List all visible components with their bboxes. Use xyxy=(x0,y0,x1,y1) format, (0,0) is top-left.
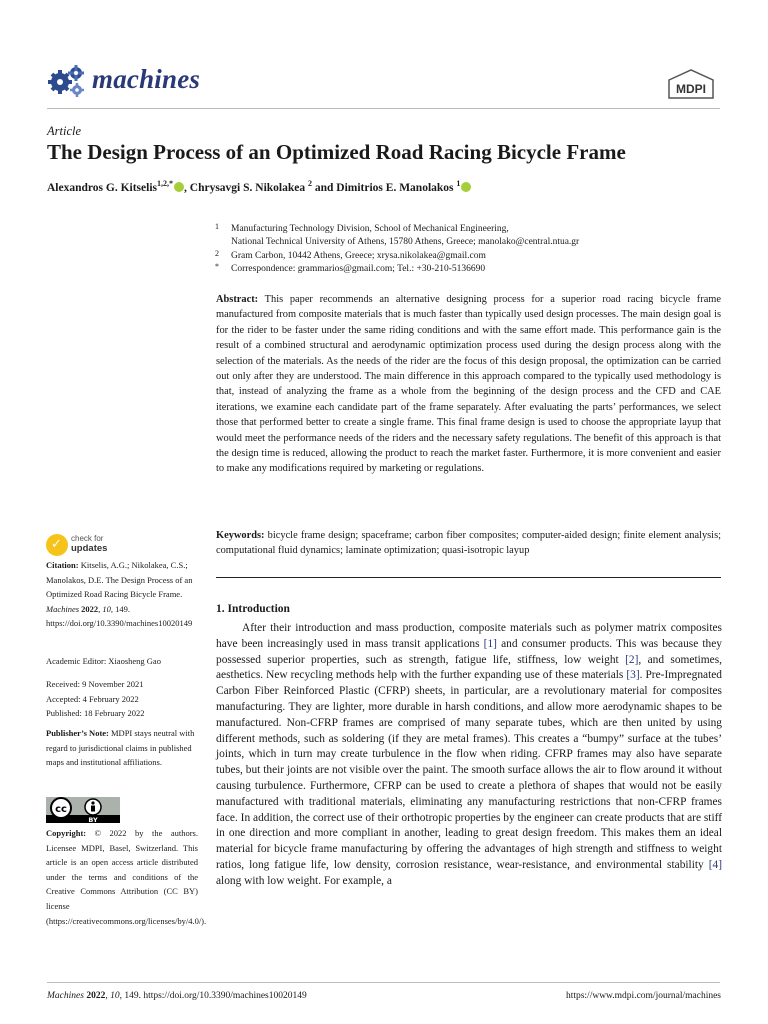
cc-by-license-badge[interactable] xyxy=(46,797,120,823)
svg-text:cc: cc xyxy=(55,804,67,815)
check-for-updates-button[interactable] xyxy=(46,534,136,558)
keywords-text: bicycle frame design; spaceframe; carbon fiber composites; computer-aided design; finite element analysis; computational fluid dynamics; laminate optimization; quasi-isotropic layup xyxy=(216,530,721,557)
article-type: Article xyxy=(47,124,82,138)
orcid-icon[interactable] xyxy=(461,182,471,192)
checkmark-icon: ✓ xyxy=(51,537,62,552)
accepted-date: Accepted: 4 February 2022 xyxy=(46,693,139,704)
footer-volume: , 10 xyxy=(105,991,120,1001)
author-list xyxy=(47,179,471,194)
abstract-label: Abstract: xyxy=(216,294,259,305)
footer-year: 2022 xyxy=(83,991,106,1001)
abstract-text: This paper recommends an alternative designing process for a superior road racing bicycle frame manufactured from composite materials that is much faster than typically used design processes. The main design goal is for the rider to be faster under the same riding conditions and with the same effort made. This performance gain is the result of a combined structural and aerodynamic optimization process used during the design process along with the selection of the materials. As the needs of the rider are the focus of this design proposal, the optimization can be carried out only after they are understood. The main difference in this approach compared to the typically used methodology is that, instead of analyzing the frame as a whole from the beginning of the design process and the CFD and CAE iterations, we examine each candidate part of the frame separately. After evaluating the parts’ performances, we select those that performed better to create a single frame. This final frame design is used to choose the appropriate layup that would meet the performance needs of the riders and the necessary safety regulations. The benefit of this approach is that the design time is reduced, allowing the product to reach the market faster. Furthermore, it is more convenient and easier to make any modifications required by marketing or regulations. xyxy=(216,294,721,475)
copyright-label: Copyright: xyxy=(46,828,87,838)
abstract xyxy=(216,292,721,477)
author-superscript: 2 xyxy=(307,179,312,188)
cc-by-label: BY xyxy=(88,816,98,823)
header-divider xyxy=(47,108,720,109)
citation-link[interactable]: [1] xyxy=(483,637,497,650)
author-separator: , xyxy=(184,181,190,194)
affiliation-line: National Technical University of Athens, 15780 Athens, Greece; manolako@central.ntua.gr xyxy=(231,237,580,247)
publisher-note xyxy=(46,726,198,770)
citation-link[interactable]: [3] xyxy=(626,669,640,682)
citation-text: Kitselis, A.G.; Nikolakea, C.S.; Manolakos, D.E. The Design Process of an Optimized Road Racing Bicycle Frame. xyxy=(46,560,193,600)
publisher-note-label: Publisher’s Note: xyxy=(46,728,109,738)
body-text: along with low weight. For example, a xyxy=(216,874,392,887)
article-title: The Design Process of an Optimized Road Racing Bicycle Frame xyxy=(47,140,626,164)
intro-paragraph xyxy=(216,621,722,890)
copyright-text: © 2022 by the authors. Licensee MDPI, Basel, Switzerland. This article is an open access article distributed under the terms and conditions of the Creative Commons Attribution (CC BY) license (https://creativecommons.org/licenses/by/4.0/). xyxy=(46,828,207,926)
check-updates-line2: updates xyxy=(71,543,108,554)
author-superscript: 1 xyxy=(456,179,461,188)
author-name: Dimitrios E. Manolakos xyxy=(336,181,454,194)
affiliation-number: * xyxy=(215,262,219,271)
received-date: Received: 9 November 2021 xyxy=(46,679,144,689)
author-name: Chrysavgi S. Nikolakea xyxy=(189,181,306,194)
body-text: and consumer products. This was because they possessed superior properties, such as strength, fatigue life, stiffness, low weight xyxy=(216,637,722,666)
citation-link[interactable]: [2] xyxy=(625,653,639,666)
check-updates-line1: check for xyxy=(71,534,104,543)
citation-doi[interactable]: , 149. https://doi.org/10.3390/machines10020149 xyxy=(46,603,193,629)
publisher-note-text: MDPI stays neutral with regard to jurisdictional claims in published maps and institutional affiliations. xyxy=(46,728,195,768)
author-superscript: 1,2,* xyxy=(157,179,174,188)
affiliation-line: Manufacturing Technology Division, School of Mechanical Engineering, xyxy=(231,224,509,234)
body-text: . Pre-Impregnated Carbon Fiber Reinforced Plastic (CFRP) sheets, in particular, are a revolutionary material for composites manufacturing. They are lighter, more durable in harsh conditions, and allow more aerodynamic shapes to be manufactured. Non-CFRP frames are comprised of many separate tubes, which are then united by using different methods, such as soldering (if they are metal frames). This creates a “bumpy” surface at the tubes’ joints, which in turn may create turbulence in the flow when riding. CFRP frames may also have separate tubes, but their joints are not visible over the paint. The smooth surface allows the air to flow around it without causing turbulence. Furthermore, CFRP can be used to create a plethora of shapes that would not be easily manufactured with traditional materials, eliminating any manufacturing restrictions that non-CFRP frames face. In addition, the correct use of their orthotropic properties by the engineer can create products that are stiff in one direction and more compliant in another, leading to great design freedom. This makes them an ideal material for bicycle frame manufacturing by offering the advantages of high strength and stiffness to weight ratios, long fatigue life, low density, corrosion resistance, wear-resistance, and environmental stability xyxy=(216,669,723,871)
affiliation-line: Gram Carbon, 10442 Athens, Greece; xrysa.nikolakea@gmail.com xyxy=(231,251,486,261)
section-divider xyxy=(216,577,721,578)
citation-label: Citation: xyxy=(46,560,79,570)
footer-citation xyxy=(47,991,307,1001)
journal-name: machines xyxy=(92,64,201,94)
body-text: After their introduction and mass production, composite materials such as polymer matrix composites have been increasingly used in mass transit applications xyxy=(216,622,722,650)
mdpi-logo xyxy=(665,68,717,102)
citation-year: 2022 xyxy=(79,603,99,614)
published-date: Published: 18 February 2022 xyxy=(46,708,145,719)
mdpi-logo-text: MDPI xyxy=(676,82,706,96)
copyright-notice xyxy=(46,826,207,928)
footer-doi[interactable]: , 149. https://doi.org/10.3390/machines10020149 xyxy=(119,991,307,1001)
machines-gear-logo xyxy=(47,60,87,100)
affiliation-number: 1 xyxy=(215,222,219,231)
keywords-label: Keywords: xyxy=(216,530,265,541)
footer-journal: Machines xyxy=(47,991,84,1001)
section-heading: 1. Introduction xyxy=(216,603,290,615)
body-text: , and sometimes, aesthetics. New recycling methods help with the further expanding use of these materials xyxy=(216,653,722,682)
author-separator: and xyxy=(311,181,337,194)
footer-divider xyxy=(47,982,720,983)
citation-block xyxy=(46,558,198,631)
orcid-icon[interactable] xyxy=(174,182,184,192)
academic-editor: Academic Editor: Xiaosheng Gao xyxy=(46,656,161,666)
citation-journal: Machines xyxy=(46,603,80,614)
affiliation-number: 2 xyxy=(215,249,219,258)
keywords xyxy=(216,528,721,559)
publication-dates xyxy=(46,677,198,721)
footer-journal-url[interactable]: https://www.mdpi.com/journal/machines xyxy=(565,991,721,1001)
correspondence-line: Correspondence: grammarios@gmail.com; Tel.: +30-210-5136690 xyxy=(231,264,486,274)
citation-link[interactable]: [4] xyxy=(708,858,722,871)
author-name: Alexandros G. Kitselis xyxy=(47,181,158,194)
citation-volume: , 10 xyxy=(98,603,111,614)
